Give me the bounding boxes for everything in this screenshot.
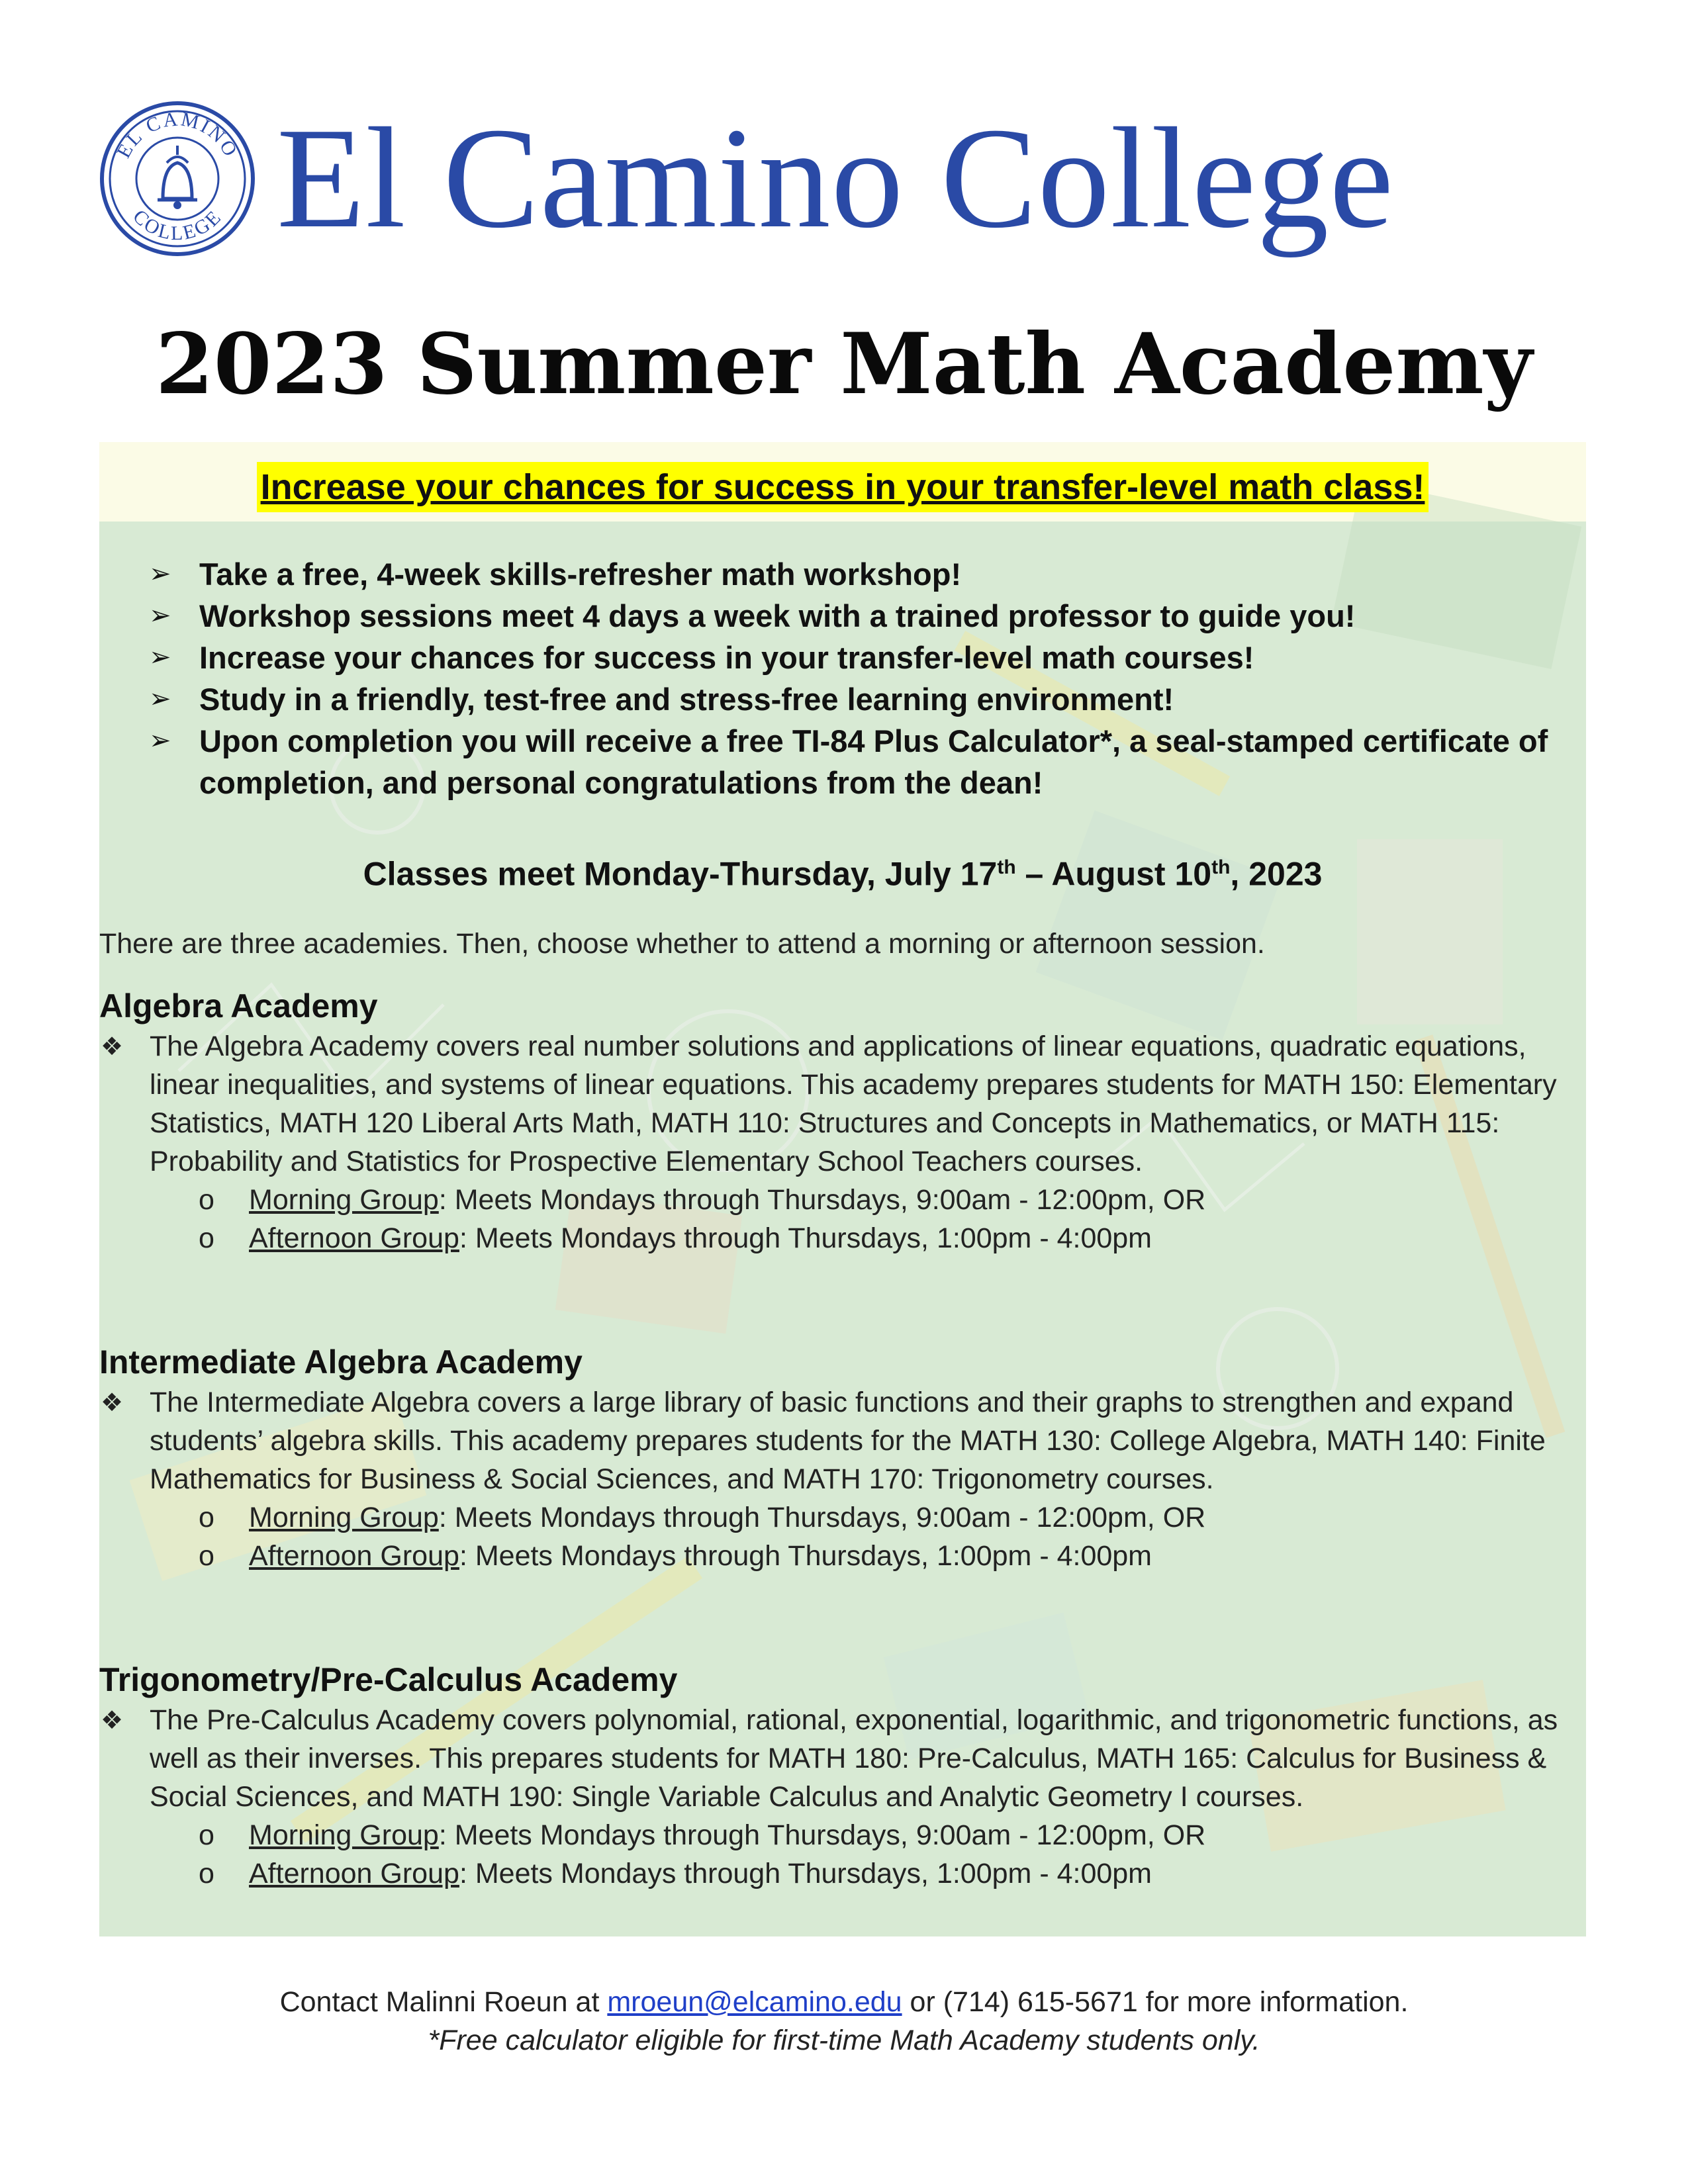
contact-line: Contact Malinni Roeun at mroeun@elcamino.edu or (714) 615-5671 for more information.: [279, 1986, 1409, 2018]
list-item: o Afternoon Group: Meets Mondays through Thursdays, 1:00pm - 4:00pm: [199, 1222, 1152, 1254]
academy-heading: Trigonometry/Pre-Calculus Academy: [99, 1661, 678, 1698]
page-title: 2023 Summer Math Academy: [156, 315, 1532, 413]
diamond-bullet-icon: ❖: [101, 1706, 124, 1735]
schedule-dates: Classes meet Monday-Thursday, July 17th – August 10th, 2023: [363, 855, 1323, 893]
arrow-bullet-icon: ➢: [149, 725, 171, 756]
list-item: o Afternoon Group: Meets Mondays through Thursdays, 1:00pm - 4:00pm: [199, 1540, 1152, 1572]
precalculus-academy: [99, 1659, 1569, 1893]
list-item: ➢ Upon completion you will receive a free TI-84 Plus Calculator*, a seal-stamped certificate of completion, and personal congratulations from the dean!: [149, 720, 1566, 803]
tagline: Increase your chances for success in your transfer-level math class!: [257, 462, 1429, 512]
header: [98, 99, 1590, 298]
footnote: *Free calculator eligible for first-time Math Academy students only.: [428, 2025, 1260, 2056]
list-item: ➢ Study in a friendly, test-free and stress-free learning environment!: [149, 678, 1566, 720]
list-item: o Morning Group: Meets Mondays through Thursdays, 9:00am - 12:00pm, OR: [199, 1819, 1206, 1851]
contact-email-link[interactable]: mroeun@elcamino.edu: [607, 1986, 902, 2018]
arrow-bullet-icon: ➢: [149, 642, 171, 672]
arrow-bullet-icon: ➢: [149, 600, 171, 631]
academy-heading: Intermediate Algebra Academy: [99, 1343, 583, 1381]
diamond-bullet-icon: ❖: [101, 1032, 124, 1061]
academy-description: The Algebra Academy covers real number solutions and applications of linear equations, quadratic equations, linear inequalities, and systems of linear equations. This academy prepares students for MATH 150: Elementary Statistics, MATH 120 Liberal Arts Math, MATH 110: Structures and Concepts in Mathematics, or MATH 115: Probability and Statistics for Prospective Elementary School Teachers courses.: [150, 1030, 1557, 1177]
college-name: El Camino College: [277, 99, 1395, 258]
intermediate-algebra-academy: [99, 1341, 1569, 1575]
algebra-academy: [99, 985, 1569, 1257]
list-item: ➢ Increase your chances for success in your transfer-level math courses!: [149, 637, 1566, 678]
intro-text: There are three academies. Then, choose whether to attend a morning or afternoon session.: [99, 928, 1265, 960]
benefits-list: [149, 553, 1566, 803]
list-item: o Morning Group: Meets Mondays through Thursdays, 9:00am - 12:00pm, OR: [199, 1184, 1206, 1216]
seal-text-bottom: COLLEGE: [128, 205, 226, 245]
academy-heading: Algebra Academy: [99, 987, 378, 1024]
list-item: o Morning Group: Meets Mondays through Thursdays, 9:00am - 12:00pm, OR: [199, 1502, 1206, 1533]
academy-description: The Intermediate Algebra covers a large library of basic functions and their graphs to strengthen and expand students’ algebra skills. This academy prepares students for the MATH 130: College Algebra, MATH 140: Finite Mathematics for Business & Social Sciences, and MATH 170: Trigonometry courses.: [150, 1387, 1546, 1495]
arrow-bullet-icon: ➢: [149, 684, 171, 714]
seal-text-top: EL CAMINO: [112, 108, 242, 162]
college-seal-icon: [98, 99, 257, 258]
diamond-bullet-icon: ❖: [101, 1388, 124, 1417]
list-item: ➢ Workshop sessions meet 4 days a week with a trained professor to guide you!: [149, 595, 1566, 637]
list-item: ➢ Take a free, 4-week skills-refresher math workshop!: [149, 553, 1566, 595]
list-item: o Afternoon Group: Meets Mondays through Thursdays, 1:00pm - 4:00pm: [199, 1858, 1152, 1889]
arrow-bullet-icon: ➢: [149, 559, 171, 589]
academy-description: The Pre-Calculus Academy covers polynomial, rational, exponential, logarithmic, and trigonometric functions, as well as their inverses. This prepares students for MATH 180: Pre-Calculus, MATH 165: Calculus for Business & Social Sciences, and MATH 190: Single Variable Calculus and Analytic Geometry I courses.: [150, 1704, 1558, 1813]
content-panel: [99, 442, 1586, 1936]
